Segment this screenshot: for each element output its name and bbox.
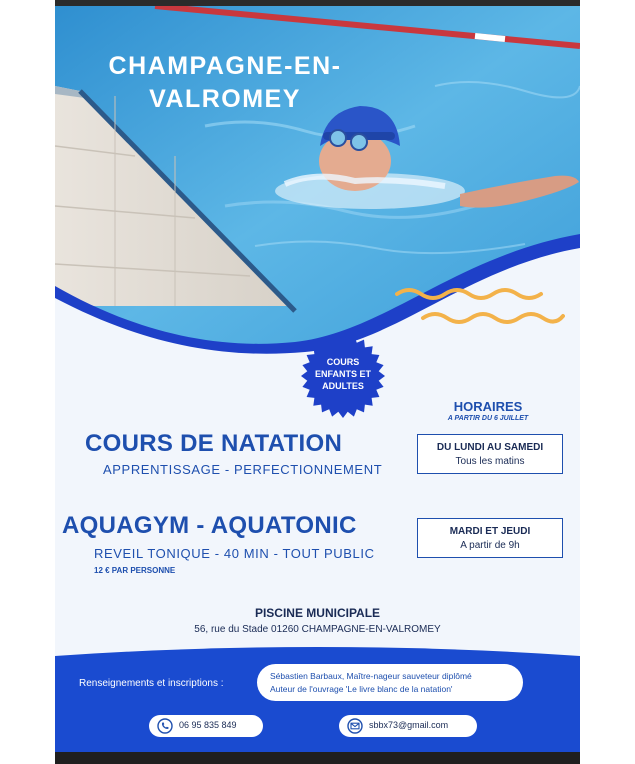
town-line-1: CHAMPAGNE-EN- (108, 52, 342, 80)
contact-label: Renseignements et inscriptions : (79, 678, 224, 689)
badge-line-2: ENFANTS ET (314, 369, 371, 379)
natation-subtitle: APPRENTISSAGE - PERFECTIONNEMENT (103, 462, 383, 477)
venue-name: PISCINE MUNICIPALE (254, 606, 381, 620)
schedule-natation (417, 434, 563, 474)
phone-number: 06 95 835 849 (179, 720, 237, 730)
email-pill[interactable] (339, 715, 477, 737)
email-address: sbbx73@gmail.com (369, 720, 449, 730)
badge-line-3: ADULTES (322, 381, 364, 391)
email-icon (347, 718, 363, 734)
badge-line-1: COURS (326, 357, 360, 367)
schedule-natation-days: DU LUNDI AU SAMEDI (436, 442, 544, 453)
schedule-natation-time: Tous les matins (455, 456, 525, 467)
phone-icon (157, 718, 173, 734)
natation-heading: COURS DE NATATION (85, 430, 343, 457)
contact-book: Auteur de l'ouvrage 'Le livre blanc de la natation' (270, 684, 453, 694)
frame-left (0, 0, 55, 764)
badge-text (300, 356, 386, 392)
venue-address: 56, rue du Stade 01260 CHAMPAGNE-EN-VALROMEY (194, 624, 441, 635)
contact-person: Sébastien Barbaux, Maître-nageur sauveteur diplômé (270, 671, 472, 681)
aqua-subtitle: REVEIL TONIQUE - 40 MIN - TOUT PUBLIC (94, 546, 375, 561)
schedule-aqua-time: A partir de 9h (460, 540, 520, 551)
poster (55, 6, 580, 752)
aqua-heading: AQUAGYM - AQUATONIC (62, 512, 357, 539)
schedule-aqua-days: MARDI ET JEUDI (449, 526, 531, 537)
frame-bottom (55, 752, 580, 764)
schedule-aqua (417, 518, 563, 558)
horaires-subtitle: A PARTIR DU 6 JUILLET (447, 415, 529, 422)
wave-icon (395, 284, 565, 328)
horaires-title: HORAIRES (453, 399, 523, 414)
town-line-2: VALROMEY (149, 85, 301, 113)
town-name (95, 50, 355, 116)
phone-pill[interactable] (149, 715, 263, 737)
aqua-price: 12 € PAR PERSONNE (94, 566, 176, 575)
frame-right (580, 0, 635, 764)
contact-info (257, 664, 523, 701)
